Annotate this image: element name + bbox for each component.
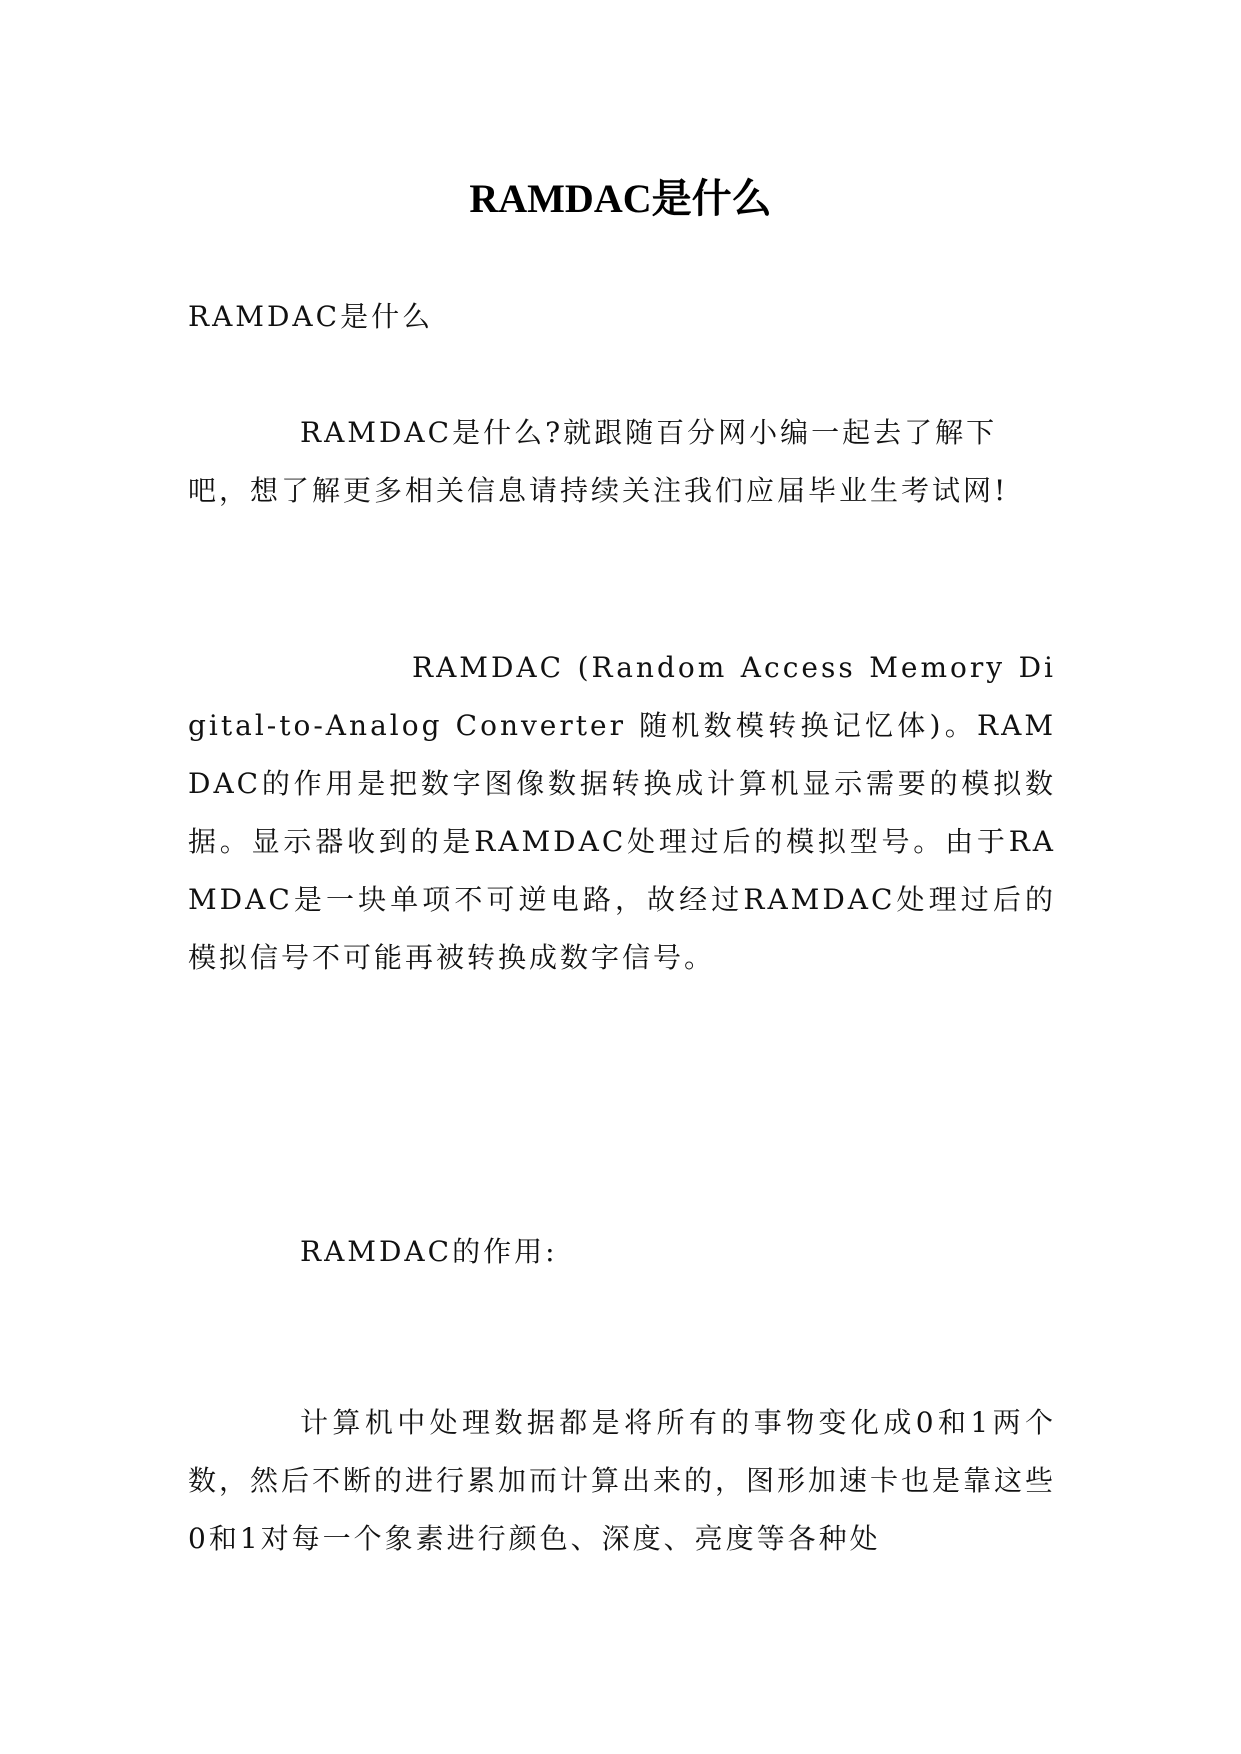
definition-paragraph: RAMDAC (Random Access Memory Digital-to-Analog Converter 随机数模转换记忆体)。RAMDAC的作用是把数字图像数据转换成计算机显示需要的模拟数据。显示器收到的是RAMDAC处理过后的模拟型号。由于RAMDAC是一块单项不可逆电路，故经过RAMDAC处理过后的模拟信号不可能再被转换成数字信号。 [188, 651, 1056, 974]
document-subheading: RAMDAC是什么 [188, 300, 434, 333]
section-heading-function: RAMDAC的作用: [300, 1235, 558, 1268]
function-paragraph: 计算机中处理数据都是将所有的事物变化成0和1两个数，然后不断的进行累加而计算出来的，图形加速卡也是靠这些0和1对每一个象素进行颜色、深度、亮度等各种处 [188, 1406, 1057, 1555]
document-title: RAMDAC是什么 [469, 175, 772, 221]
intro-paragraph: RAMDAC是什么?就跟随百分网小编一起去了解下吧，想了解更多相关信息请持续关注我们应届毕业生考试网! [188, 416, 1009, 507]
